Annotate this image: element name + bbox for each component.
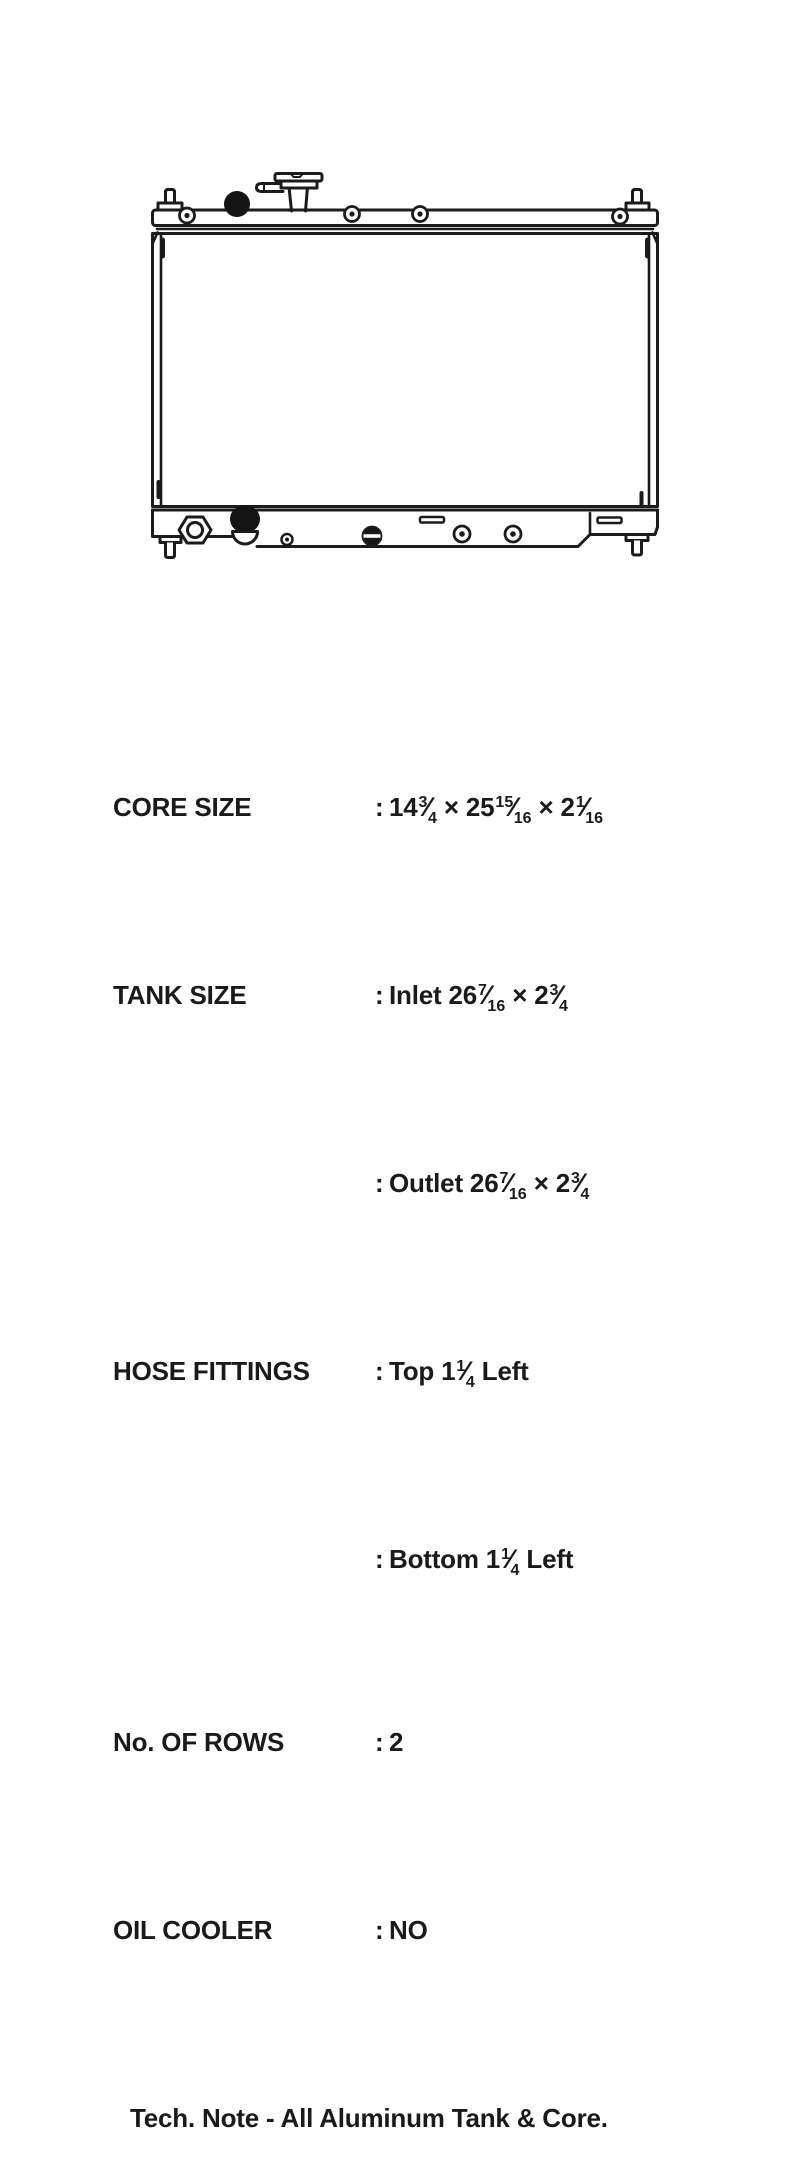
spec-row-core-size: [113, 784, 773, 828]
fraction: [575, 792, 604, 828]
spec-label: OIL COOLER: [113, 1915, 273, 1946]
fraction-denominator: 4: [558, 998, 568, 1016]
core: [153, 233, 658, 507]
slotted-bolt: [363, 527, 381, 545]
outlet-fitting-mouth: [233, 532, 258, 545]
fraction: [500, 1544, 520, 1580]
spec-value: [389, 1536, 573, 1590]
bottom-tank: [153, 510, 658, 547]
fraction: [477, 980, 506, 1016]
fraction-numerator: 7: [499, 1170, 509, 1188]
fraction: [455, 1356, 475, 1392]
fraction-numerator: 1: [575, 794, 585, 812]
radiator-drawing-svg: [0, 0, 800, 620]
spec-row-hose-fittings-top: [113, 1348, 773, 1392]
fraction: [498, 1168, 527, 1204]
value-text: × 2: [526, 1168, 570, 1199]
rivet: [180, 208, 195, 223]
mounting-slot: [420, 517, 444, 523]
spec-label: CORE SIZE: [113, 792, 252, 823]
fraction-slash: ⁄: [556, 980, 561, 1011]
value-text: Outlet 26: [389, 1168, 499, 1199]
value-text: 14: [389, 792, 418, 823]
bottom-mount-pin-left: [160, 537, 181, 558]
spec-row-tank-size-inlet: [113, 972, 773, 1016]
spec-label: HOSE FITTINGS: [113, 1356, 310, 1387]
spec-row-oil-cooler: [113, 1912, 773, 1950]
fraction-denominator: 16: [585, 810, 604, 828]
spec-colon: :: [375, 1168, 384, 1199]
fraction-denominator: 4: [580, 1186, 590, 1204]
fraction-slash: ⁄: [507, 1544, 513, 1575]
top-mount-pin-right: [626, 190, 649, 211]
spec-label: No. OF ROWS: [113, 1727, 285, 1758]
spec-colon: :: [375, 1915, 384, 1946]
spec-value: [389, 784, 603, 838]
rivet: [505, 526, 521, 542]
fraction-numerator: 3: [549, 982, 559, 1000]
spec-value: [389, 1160, 589, 1214]
radiator-cap-black: [224, 191, 250, 217]
neck-side-left: [289, 187, 292, 211]
spec-colon: :: [375, 1356, 384, 1387]
rivet: [454, 526, 470, 542]
value-text: × 25: [436, 792, 495, 823]
fraction: [494, 792, 532, 828]
spec-value: [389, 1724, 403, 1762]
neck-side-right: [306, 187, 308, 211]
filler-neck: [257, 174, 323, 212]
fraction-denominator: 4: [465, 1374, 475, 1392]
outlet-fitting: [230, 505, 260, 544]
fraction-slash: ⁄: [511, 792, 516, 823]
rivet: [413, 207, 428, 222]
value-text: × 2: [505, 980, 549, 1011]
fraction-slash: ⁄: [463, 1356, 468, 1387]
fraction-denominator: 4: [427, 810, 437, 828]
filler-cap: [275, 174, 322, 182]
fraction-numerator: 7: [478, 982, 487, 1000]
value-text: Left: [474, 1356, 529, 1387]
spec-table: [113, 634, 773, 2175]
value-text: 2: [389, 1727, 404, 1758]
bottom-mount-pin-right: [626, 535, 648, 556]
spec-colon: :: [375, 1544, 384, 1575]
value-text: × 2: [531, 792, 575, 823]
bottom-tank-hardware: [282, 517, 622, 545]
spec-value: [389, 972, 568, 1026]
overflow-tube: [257, 184, 284, 192]
fraction-numerator: 15: [495, 794, 514, 812]
tech-note: Tech. Note - All Aluminum Tank & Core.: [130, 2103, 608, 2134]
spec-row-number-of-rows: [113, 1724, 773, 1762]
spec-label: TANK SIZE: [113, 980, 247, 1011]
value-text: Inlet 26: [389, 980, 477, 1011]
rivet: [613, 209, 628, 224]
fraction-numerator: 1: [501, 1546, 510, 1564]
fraction-slash: ⁄: [582, 792, 588, 823]
value-text: Top 1: [389, 1356, 456, 1387]
spec-colon: :: [375, 1727, 384, 1758]
spec-row-hose-fittings-bottom: [113, 1536, 773, 1580]
fraction: [549, 980, 568, 1016]
fraction-numerator: 3: [570, 1170, 580, 1188]
spec-row-tank-size-outlet: [113, 1160, 773, 1204]
value-text: Bottom 1: [389, 1544, 501, 1575]
fraction-denominator: 16: [513, 810, 532, 828]
spec-colon: :: [375, 792, 384, 823]
fraction-numerator: 3: [418, 794, 428, 812]
drain-plug-hex: [179, 517, 211, 543]
rivet: [345, 207, 360, 222]
fraction: [418, 792, 437, 828]
spec-value: [389, 1912, 428, 1950]
spec-colon: :: [375, 980, 384, 1011]
fraction-slash: ⁄: [577, 1168, 583, 1199]
value-text: Left: [519, 1544, 574, 1575]
fraction-slash: ⁄: [506, 1168, 511, 1199]
rivet: [282, 534, 293, 545]
fraction-denominator: 4: [510, 1562, 520, 1580]
fraction-numerator: 1: [456, 1358, 466, 1376]
fraction-denominator: 16: [487, 998, 506, 1016]
mounting-slot: [598, 518, 622, 524]
fraction-denominator: 16: [508, 1186, 527, 1204]
spec-value: [389, 1348, 529, 1402]
fraction-slash: ⁄: [425, 792, 430, 823]
fraction: [570, 1168, 590, 1204]
top-mount-pin-left: [158, 190, 182, 211]
radiator-diagram: [0, 0, 800, 620]
value-text: NO: [389, 1915, 428, 1946]
fraction-slash: ⁄: [484, 980, 490, 1011]
